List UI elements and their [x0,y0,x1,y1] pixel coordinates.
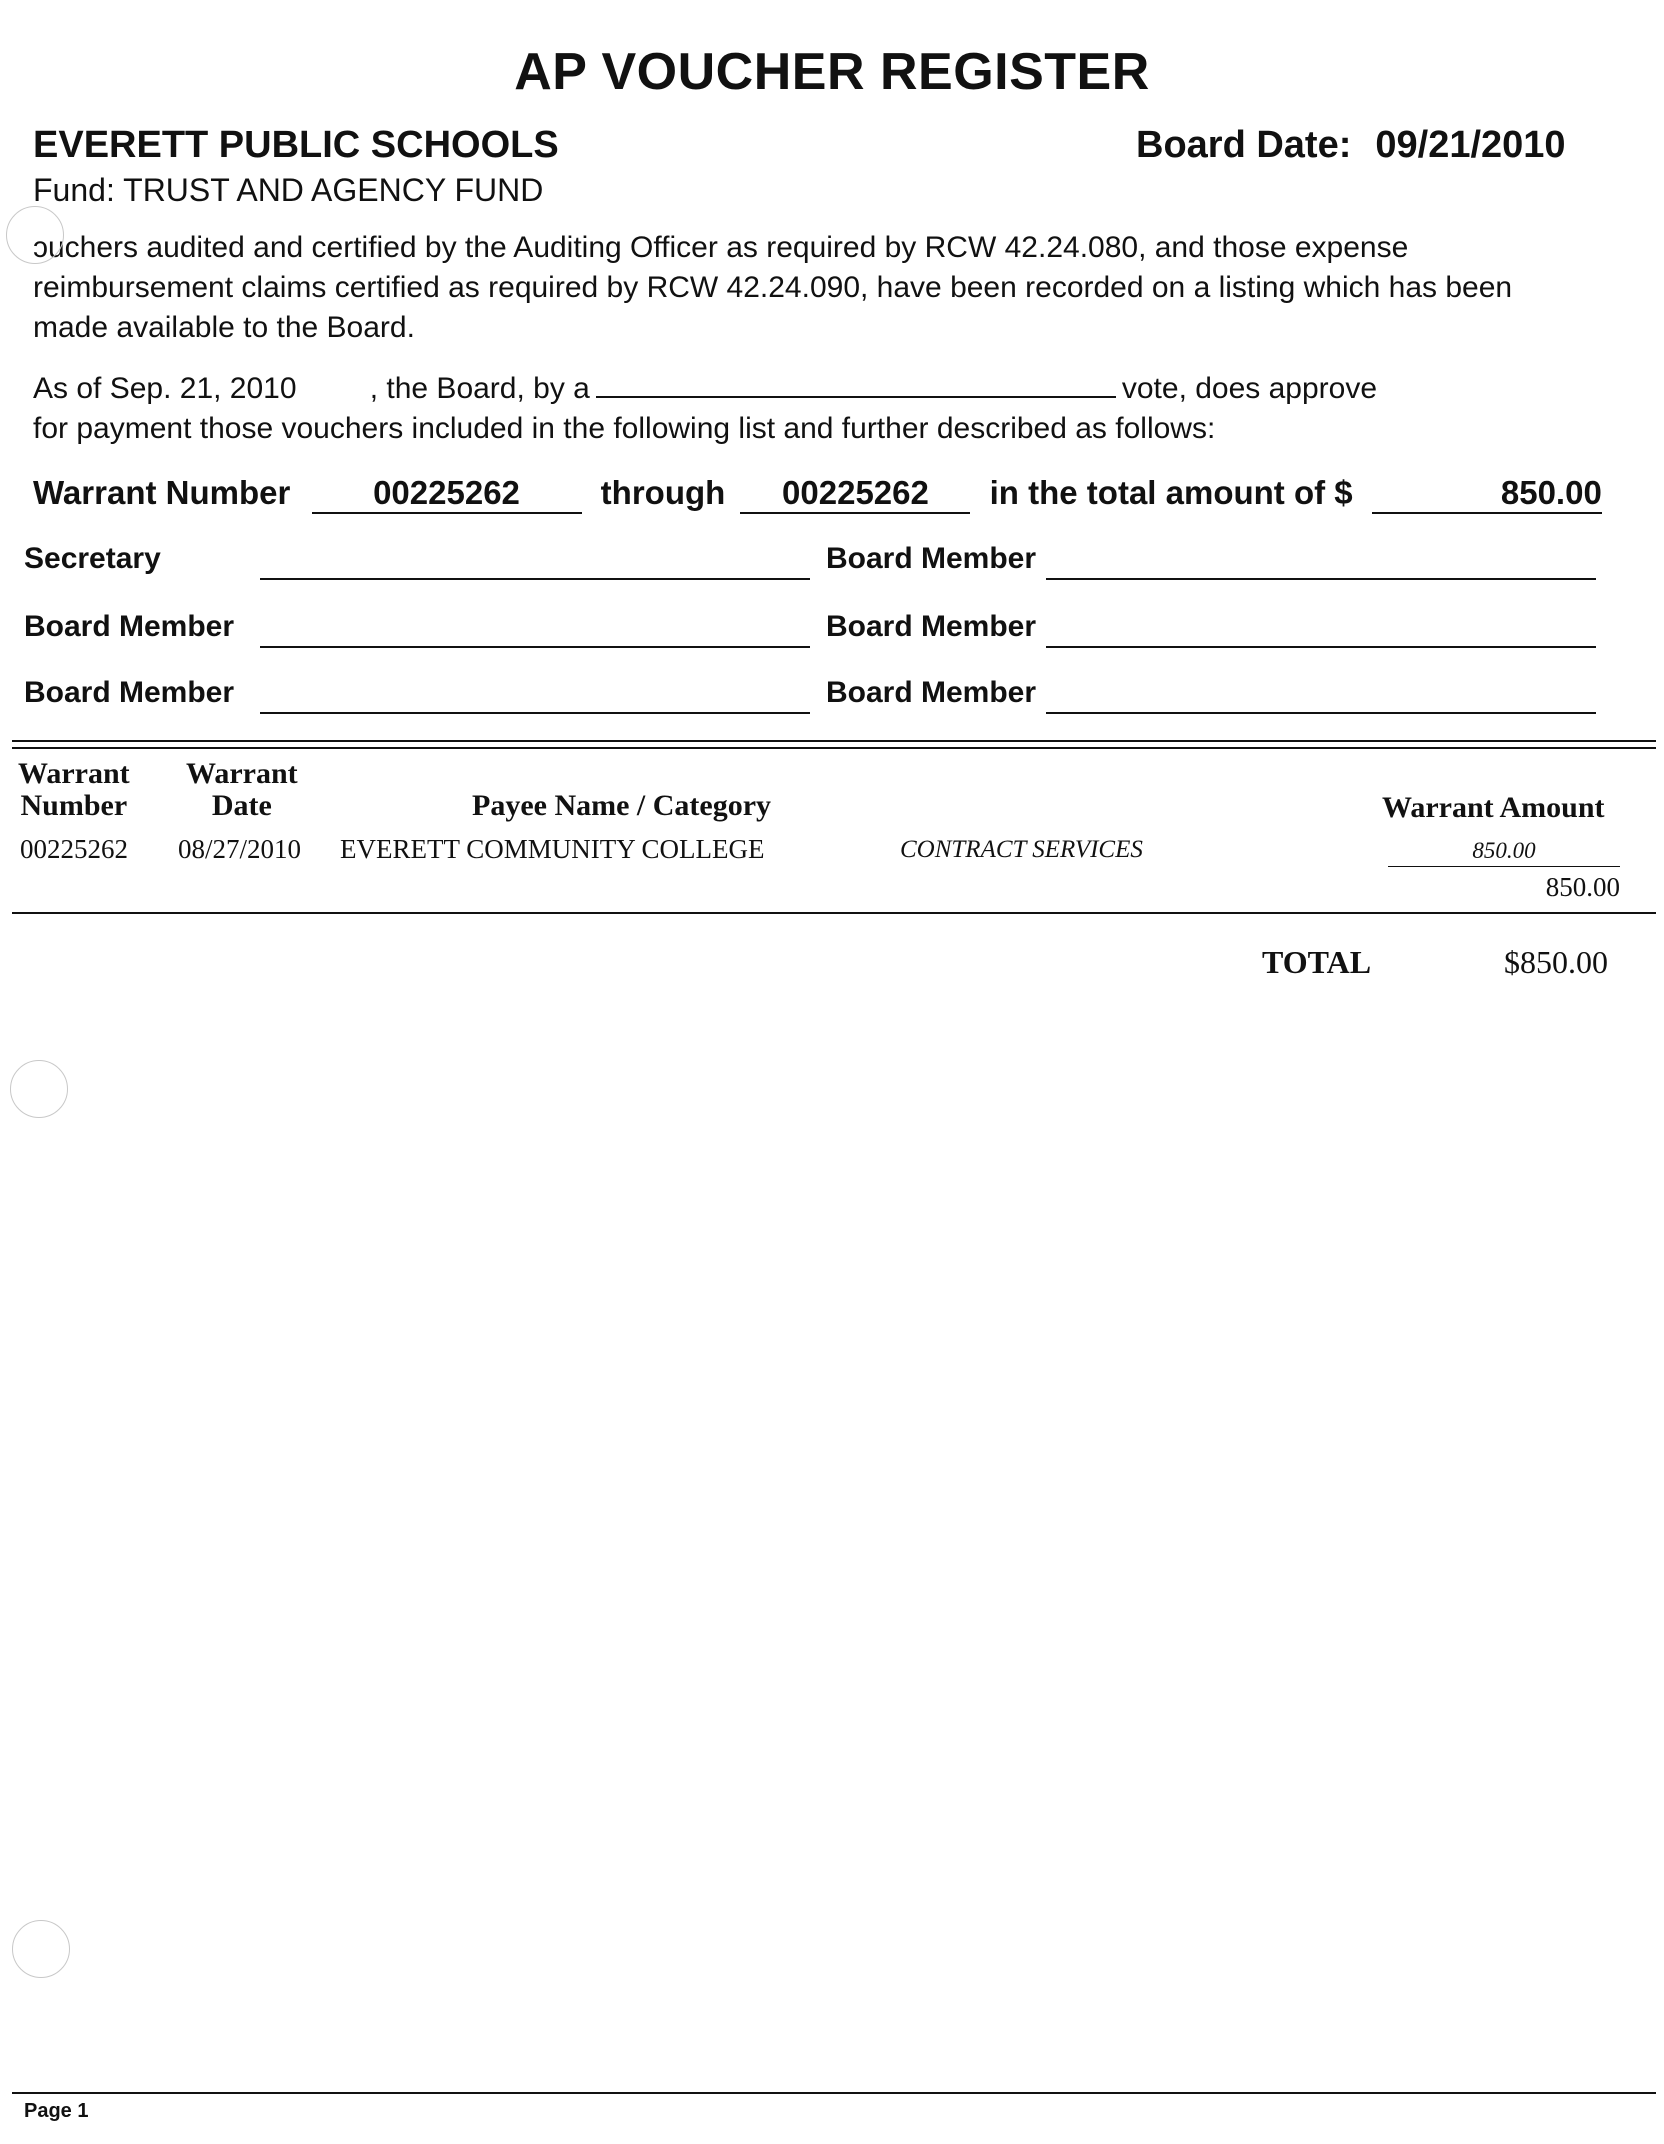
board-date-value: 09/21/2010 [1375,124,1566,166]
divider [12,740,1656,742]
row-warrant-date: 08/27/2010 [178,834,302,864]
total-amount-label: in the total amount of $ [989,474,1353,511]
board-member-signature-line[interactable] [260,712,810,714]
as-of-label: As of [33,372,102,405]
warrant-from: 00225262 [312,474,582,514]
header-warrant-date: Warrant Date [186,757,298,822]
board-date-label: Board Date: [1136,124,1352,166]
page-number: Page 1 [24,2100,89,2122]
board-member-signature-line[interactable] [1046,578,1596,580]
approval-line-2: for payment those vouchers included in the following list and further described as follows: [33,412,1216,445]
certification-line: ɔuchers audited and certified by the Auditing Officer as required by RCW 42.24.080, and those expense [33,231,1409,264]
organization-name: EVERETT PUBLIC SCHOOLS [33,124,559,166]
total-value: $850.00 [1504,944,1608,980]
board-by-text: , the Board, by a [369,372,590,405]
row-warrant-amount: 850.00 [1545,872,1620,902]
header-warrant-number: Warrant Number [18,757,130,822]
row-payee: EVERETT COMMUNITY COLLEGE [340,834,765,864]
warrant-range [33,474,1602,514]
board-member-label: Board Member [24,676,235,709]
board-member-label: Board Member [826,610,1037,643]
divider [12,912,1656,914]
certification-line: made available to the Board. [33,311,415,344]
board-member-label: Board Member [826,542,1037,575]
row-line-amount: 850.00 [1472,838,1536,863]
secretary-label: Secretary [24,542,161,575]
punch-hole-icon [6,206,64,264]
board-member-signature-line[interactable] [260,646,810,648]
board-member-label: Board Member [24,610,235,643]
warrant-number-label: Warrant Number [33,474,291,511]
divider [12,747,1656,749]
header-warrant-amount: Warrant Amount [1382,791,1605,824]
total-label: TOTAL [1262,944,1372,980]
row-category: CONTRACT SERVICES [900,836,1143,863]
warrant-total: 850.00 [1372,474,1602,514]
row-warrant-number: 00225262 [20,834,128,864]
amount-underline [1388,866,1620,867]
board-member-label: Board Member [826,676,1037,709]
board-date [1136,124,1566,167]
divider [12,2092,1656,2094]
header-payee: Payee Name / Category [472,789,772,822]
punch-hole-icon [12,1920,70,1978]
secretary-signature-line[interactable] [260,578,810,580]
page-title: AP VOUCHER REGISTER [514,43,1150,101]
vote-text: vote, does approve [1121,372,1378,405]
through-label: through [600,474,726,511]
board-member-signature-line[interactable] [1046,646,1596,648]
approval-statement [33,366,1377,449]
warrant-to: 00225262 [740,474,970,514]
board-member-signature-line[interactable] [1046,712,1596,714]
certification-line: reimbursement claims certified as required by RCW 42.24.090, have been recorded on a listing which has been [33,271,1513,304]
as-of-date: Sep. 21, 2010 [109,372,297,405]
certification-paragraph [33,228,1593,348]
punch-hole-icon [10,1060,68,1118]
vote-field[interactable] [596,366,1116,398]
fund-line: Fund: TRUST AND AGENCY FUND [33,172,544,208]
